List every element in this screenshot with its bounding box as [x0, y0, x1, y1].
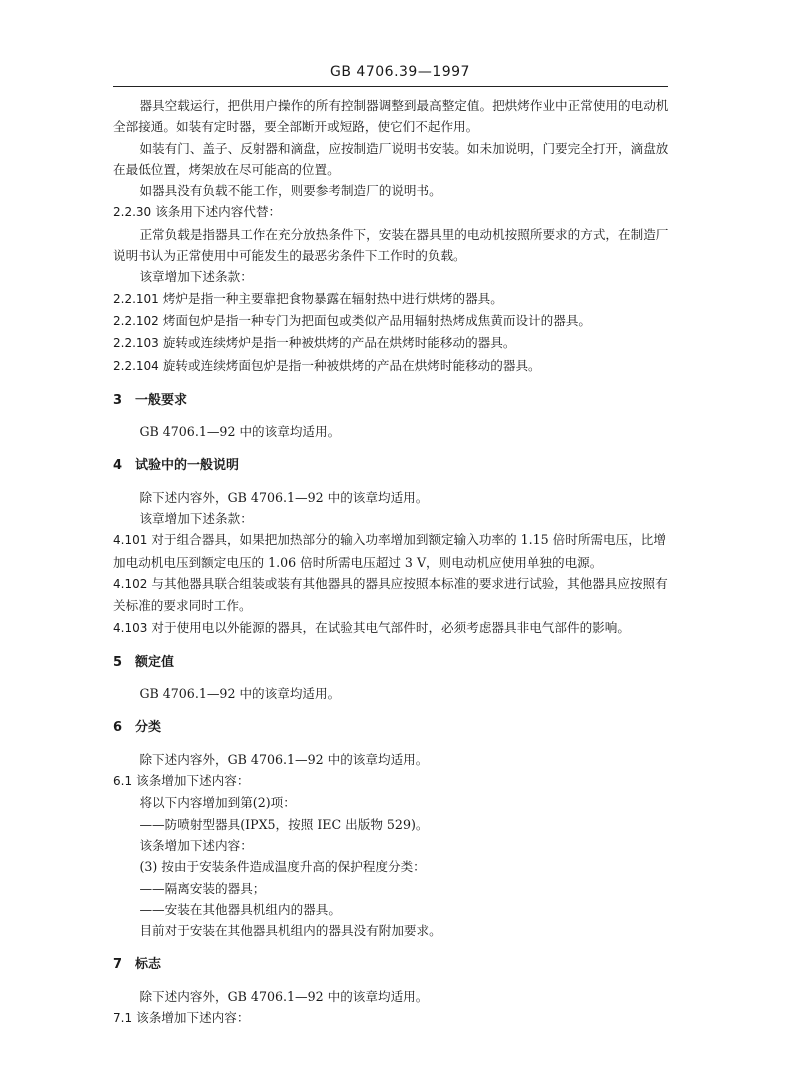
paragraph: 该章增加下述条款：: [139, 511, 253, 527]
section-heading: [113, 390, 673, 411]
clause-number: 2.2.104: [113, 358, 159, 373]
clause-number: 4.103: [113, 620, 148, 635]
indented-line: 该条增加下述内容：: [139, 837, 253, 853]
clause-number: 2.2.102: [113, 313, 159, 328]
indented-line: (3) 按由于安装条件造成温度升高的保护程度分类：: [139, 859, 426, 875]
clause-text: 该条增加下述内容：: [136, 1009, 250, 1025]
paragraph: 如装有门、盖子、反射器和滴盘，应按制造厂说明书安装。如未加说明，门要完全打开，滴盘放在最低位置，烤架放在尽可能高的位置。: [113, 140, 669, 177]
paragraph: 除下述内容外，GB 4706.1—92 中的该章均适用。: [139, 988, 429, 1004]
clause-number: 2.2.30: [113, 205, 152, 220]
clause: [113, 770, 673, 792]
paragraph: 正常负载是指器具工作在充分放热条件下，安装在器具里的电动机按照所要求的方式，在制造厂说明书认为正常使用中可能发生的最恶劣条件下工作时的负载。: [113, 226, 669, 264]
section-heading: [113, 652, 673, 673]
paragraph: 器具空载运行，把供用户操作的所有控制器调整到最高整定值。把烘烤作业中正常使用的电动机全部接通。如装有定时器，要全部断开或短路，使它们不起作用。: [113, 98, 669, 135]
section-title: 一般要求: [135, 392, 188, 408]
section-number: 4: [113, 458, 123, 474]
clause: [113, 573, 673, 617]
paragraph: GB 4706.1—92 中的该章均适用。: [139, 424, 341, 440]
section-heading: [113, 954, 673, 975]
clause-text: 该条增加下述内容：: [136, 773, 250, 789]
indented-line: ——隔离安装的器具；: [139, 880, 266, 896]
clause-number: 4.101: [113, 533, 148, 548]
clause-text: 旋转或连续烤面包炉是指一种被烘烤的产品在烘烤时能移动的器具。: [162, 357, 541, 373]
section-number: 7: [113, 957, 123, 973]
header-rule: [113, 86, 668, 87]
clause-text: 烤炉是指一种主要靠把食物暴露在辐射热中进行烘烤的器具。: [162, 290, 503, 306]
clause: [113, 288, 673, 310]
section-number: 3: [113, 392, 123, 408]
clause: [113, 332, 673, 354]
clause-number: 2.2.101: [113, 291, 159, 306]
clause-text: 烤面包炉是指一种专门为把面包或类似产品用辐射热烤成焦黄而设计的器具。: [162, 312, 592, 328]
indented-line: 将以下内容增加到第(2)项：: [139, 795, 296, 811]
clause-number: 2.2.103: [113, 336, 159, 351]
clause-text: 该条用下述内容代替：: [155, 204, 282, 220]
clause: [113, 201, 673, 223]
clause: [113, 310, 673, 332]
section-number: 6: [113, 720, 123, 736]
section-number: 5: [113, 654, 123, 670]
clause: [113, 617, 673, 639]
section-heading: [113, 455, 673, 476]
clause: [113, 355, 673, 377]
standard-header: GB 4706.39—1997: [330, 64, 470, 80]
paragraph: GB 4706.1—92 中的该章均适用。: [139, 686, 341, 702]
clause-number: 6.1: [113, 774, 133, 789]
paragraph: 除下述内容外，GB 4706.1—92 中的该章均适用。: [139, 751, 429, 767]
section-title: 标志: [135, 957, 162, 973]
indented-line: ——安装在其他器具机组内的器具。: [139, 901, 341, 917]
clause-number: 4.102: [113, 576, 148, 591]
section-title: 额定值: [135, 654, 175, 670]
section-heading: [113, 717, 673, 738]
paragraph: 该章增加下述条款：: [139, 269, 253, 285]
clause-text: 对于使用电以外能源的器具，在试验其电气部件时，必须考虑器具非电气部件的影响。: [151, 619, 630, 635]
paragraph: 除下述内容外，GB 4706.1—92 中的该章均适用。: [139, 489, 429, 505]
clause-text: 对于组合器具，如果把加热部分的输入功率增加到额定输入功率的 1.15 倍时所需电压，比增加电动机电压到额定电压的 1.06 倍时所需电压超过 3 V，则电动机应使用单独的电源。: [113, 532, 666, 570]
clause-text: 与其他器具联合组装或装有其他器具的器具应按照本标准的要求进行试验，其他器具应按照有关标准的要求同时工作。: [113, 575, 668, 614]
section-title: 试验中的一般说明: [135, 458, 240, 474]
paragraph: 如器具没有负载不能工作，则要参考制造厂的说明书。: [139, 183, 442, 199]
clause: [113, 529, 673, 573]
clause-text: 旋转或连续烤炉是指一种被烘烤的产品在烘烤时能移动的器具。: [162, 335, 516, 351]
document-body: [113, 95, 673, 1029]
indented-line: 目前对于安装在其他器具机组内的器具没有附加要求。: [139, 923, 442, 939]
indented-line: ——防喷射型器具(IPX5，按照 IEC 出版物 529)。: [139, 816, 429, 832]
section-title: 分类: [135, 720, 162, 736]
clause: [113, 1007, 673, 1029]
clause-number: 7.1: [113, 1010, 133, 1025]
